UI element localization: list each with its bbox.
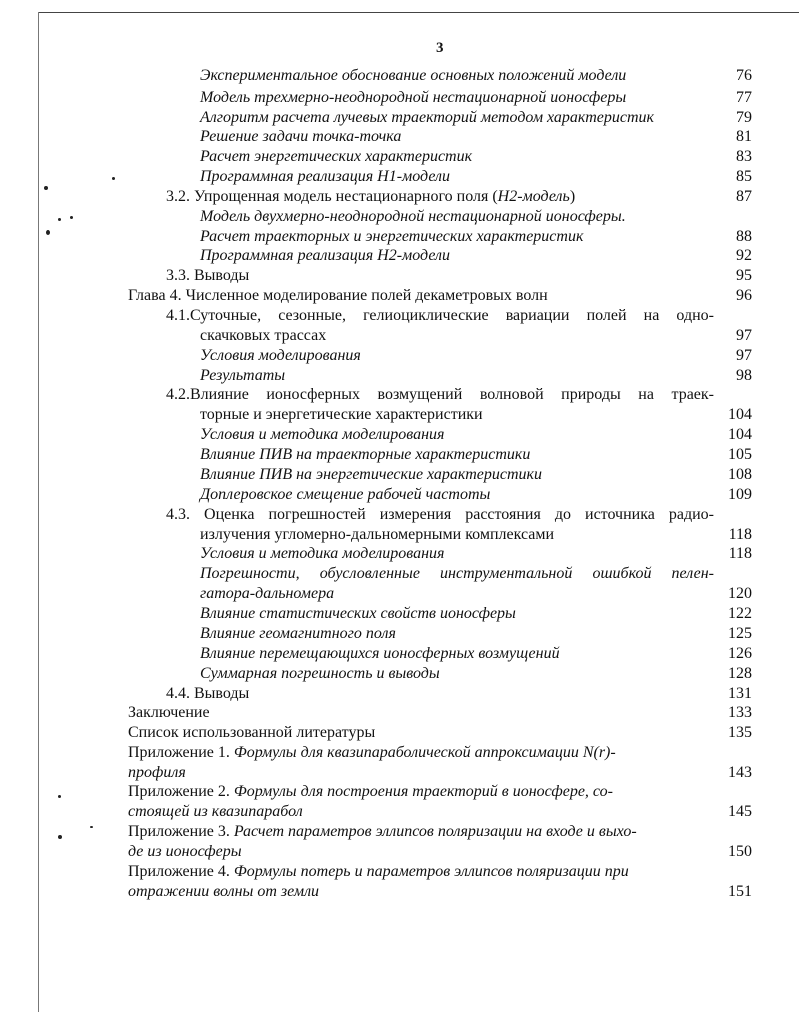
toc-entry-page: 105 xyxy=(728,446,752,463)
toc-entry-title: Условия и методика моделирования xyxy=(200,426,445,443)
toc-entry-title: Влияние ПИВ на энергетические характеристики xyxy=(200,466,542,483)
toc-entry-title-cont: отражении волны от земли xyxy=(128,883,320,900)
toc-entry-title: Условия моделирования xyxy=(200,347,361,364)
toc-entry-title: Программная реализация H1-модели xyxy=(200,168,450,185)
toc-entry-title: Решение задачи точка-точка xyxy=(200,128,402,145)
toc-entry-title: Программная реализация H2-модели xyxy=(200,247,450,264)
toc-entry-page: 109 xyxy=(728,486,752,503)
page-number: 3 xyxy=(436,40,444,56)
toc-entry-title: Модель двухмерно-неоднородной нестационарной ионосферы. xyxy=(200,208,626,225)
toc-entry-page: 143 xyxy=(728,764,752,781)
toc-entry-page: 133 xyxy=(728,704,752,721)
toc-entry-title: Заключение xyxy=(128,704,210,721)
scan-speck xyxy=(44,186,48,190)
toc-entry-title: Результаты xyxy=(200,367,286,384)
toc-entry-page: 150 xyxy=(728,843,752,860)
toc-entry-title: Влияние геомагнитного поля xyxy=(200,625,396,642)
toc-entry-title-cont: излучения угломерно-дальномерными комплексами xyxy=(200,526,555,543)
toc-entry-page: 95 xyxy=(736,267,752,284)
toc-entry-title-cont: гатора-дальномера xyxy=(200,585,335,602)
section-title-em: H2-модель xyxy=(497,188,570,205)
scan-speck xyxy=(46,230,50,235)
section-title: Упрощенная модель нестационарного поля ( xyxy=(194,188,498,205)
toc-entry-page: 128 xyxy=(728,665,752,682)
toc-entry-title: Доплеровское смещение рабочей частоты xyxy=(200,486,491,503)
toc-appendix-4 xyxy=(128,862,629,882)
toc-entry-page: 88 xyxy=(736,228,752,245)
section-number: 3.2. xyxy=(166,188,190,205)
toc-entry-title: 4.3. Оценка погрешностей измерения расстояния до источника радио- xyxy=(166,506,714,523)
toc-entry-title: 3.3. Выводы xyxy=(166,267,250,284)
toc-entry-title: Погрешности, обусловленные инструментальной ошибкой пелен- xyxy=(200,565,714,582)
toc-entry-page: 96 xyxy=(736,287,752,304)
toc-entry-title: Алгоритм расчета лучевых траекторий методом характеристик xyxy=(200,109,654,126)
toc-entry-title-cont: профиля xyxy=(128,764,186,781)
toc-entry-page: 92 xyxy=(736,247,752,264)
appendix-title: Формулы потерь и параметров эллипсов поляризации при xyxy=(233,863,629,880)
appendix-label: Приложение 3. xyxy=(128,823,230,840)
section-title-tail: ) xyxy=(569,188,576,205)
appendix-title: Формулы для построения траекторий в ионосфере, со- xyxy=(233,783,613,800)
toc-entry-title: Расчет энергетических характеристик xyxy=(200,148,473,165)
scan-speck xyxy=(112,177,115,180)
toc-entry-page: 87 xyxy=(736,188,752,205)
toc-entry-title-cont: стоящей из квазипарабол xyxy=(128,803,303,820)
toc-entry-title: Влияние ПИВ на траекторные характеристики xyxy=(200,446,531,463)
toc-entry-page: 126 xyxy=(728,645,752,662)
toc-entry-title-cont: скачковых трассах xyxy=(200,327,327,344)
appendix-label: Приложение 2. xyxy=(128,783,230,800)
scan-speck xyxy=(90,826,93,828)
toc-entry-title: 4.2.Влияние ионосферных возмущений волновой природы на траек- xyxy=(166,386,714,403)
toc-entry-page: 135 xyxy=(728,724,752,741)
scan-speck xyxy=(58,835,62,839)
toc-entry-page: 131 xyxy=(728,685,752,702)
toc-entry-page: 104 xyxy=(728,406,752,423)
toc-entry-title: 4.1.Суточные, сезонные, гелиоциклические вариации полей на одно- xyxy=(166,307,714,324)
toc-entry-page: 104 xyxy=(728,426,752,443)
scan-speck xyxy=(58,218,61,221)
toc-entry-title: Суммарная погрешность и выводы xyxy=(200,665,440,682)
toc-entry-page: 98 xyxy=(736,367,752,384)
toc-entry-page: 118 xyxy=(728,545,752,562)
toc-section-3-2 xyxy=(166,187,575,207)
toc-entry-title: 4.4. Выводы xyxy=(166,685,250,702)
toc-entry-page: 77 xyxy=(736,89,752,106)
toc-entry-title: Модель трехмерно-неоднородной нестационарной ионосферы xyxy=(200,89,627,106)
toc-entry-page: 83 xyxy=(736,148,752,165)
toc-entry-page: 145 xyxy=(728,803,752,820)
appendix-label: Приложение 4. xyxy=(128,863,230,880)
toc-entry-title: Условия и методика моделирования xyxy=(200,545,445,562)
toc-entry-page: 122 xyxy=(728,605,752,622)
toc-entry-title: Расчет траекторных и энергетических характеристик xyxy=(200,228,584,245)
toc-entry-title: Влияние перемещающихся ионосферных возмущений xyxy=(200,645,560,662)
toc-entry-page: 151 xyxy=(728,883,752,900)
toc-appendix-1 xyxy=(128,743,616,763)
toc-entry-title: Экспериментальное обоснование основных положений модели xyxy=(200,67,627,84)
scan-speck xyxy=(58,795,61,798)
toc-appendix-2 xyxy=(128,782,613,802)
toc-entry-title-cont: торные и энергетические характеристики xyxy=(200,406,483,423)
toc-entry-page: 85 xyxy=(736,168,752,185)
toc-entry-title: Список использованной литературы xyxy=(128,724,376,741)
toc-entry-page: 76 xyxy=(736,67,752,84)
scan-speck xyxy=(70,216,73,219)
toc-appendix-3 xyxy=(128,822,637,842)
toc-entry-title-cont: де из ионосферы xyxy=(128,843,242,860)
toc-chapter-title: Глава 4. Численное моделирование полей декаметровых волн xyxy=(128,287,548,304)
toc-entry-page: 118 xyxy=(728,526,752,543)
appendix-title: Формулы для квазипараболической аппроксимации N(r)- xyxy=(233,744,616,761)
toc-entry-page: 97 xyxy=(736,347,752,364)
toc-entry-title: Влияние статистических свойств ионосферы xyxy=(200,605,516,622)
toc-entry-page: 97 xyxy=(736,327,752,344)
appendix-label: Приложение 1. xyxy=(128,744,230,761)
toc-entry-page: 79 xyxy=(736,109,752,126)
appendix-title: Расчет параметров эллипсов поляризации на входе и выхо- xyxy=(233,823,637,840)
toc-entry-page: 108 xyxy=(728,466,752,483)
toc-entry-page: 81 xyxy=(736,128,752,145)
toc-entry-page: 120 xyxy=(728,585,752,602)
toc-entry-page: 125 xyxy=(728,625,752,642)
